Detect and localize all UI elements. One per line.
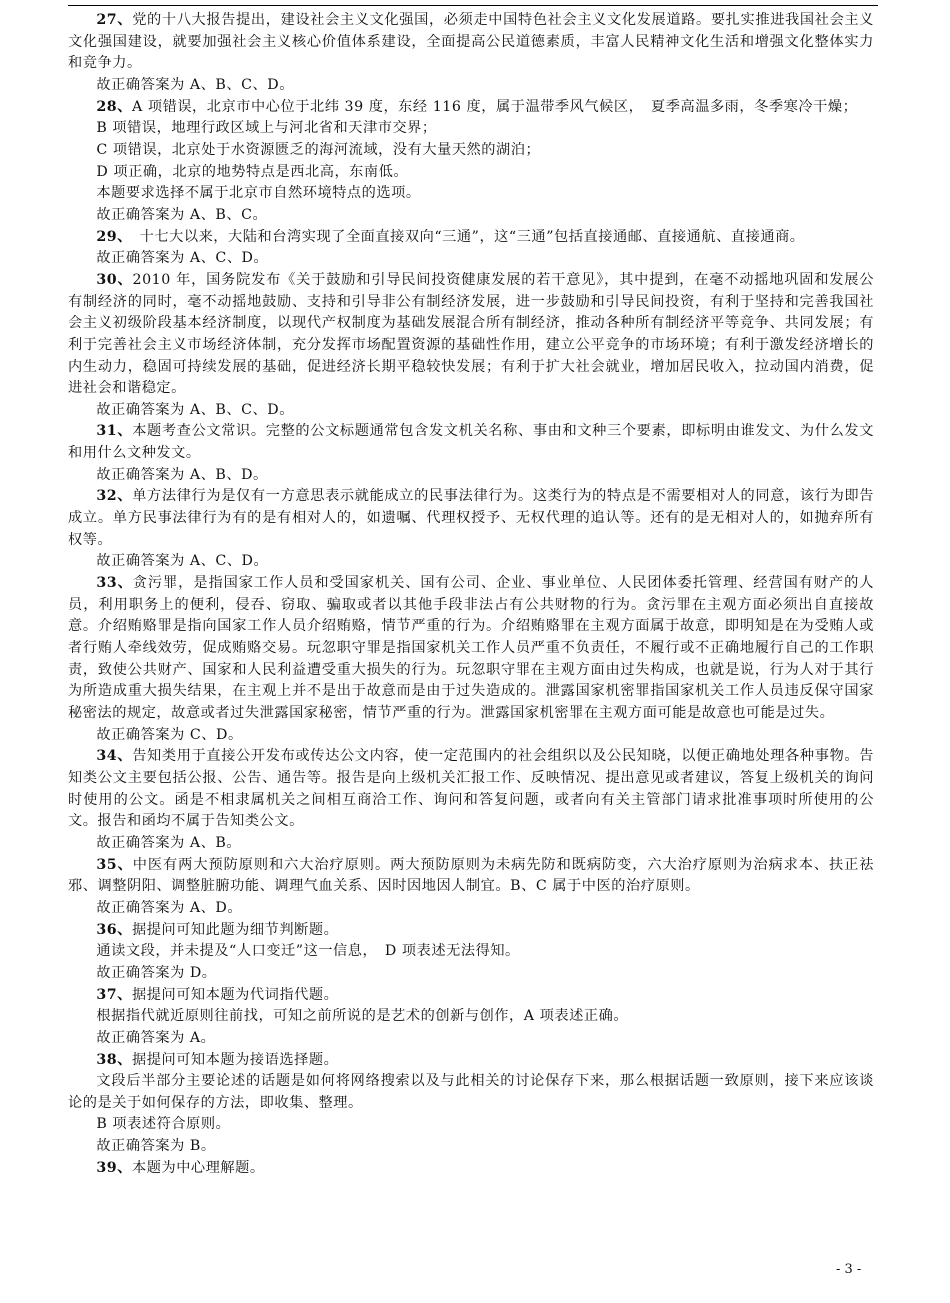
paragraph-text: 据提问可知本题为代词指代题。 (131, 986, 339, 1003)
paragraph-text: 中医有两大预防原则和六大治疗原则。两大预防原则为未病先防和既病防变，六大治疗原则为治病求本、扶正祛邪、调整阴阳、调整脏腑功能、调理气血关系、因时因地因人制宜。B、C 属于中医的治疗原则。 (68, 856, 875, 895)
question-number: 33、 (96, 575, 133, 592)
answer-line: 故正确答案为 B。 (96, 1138, 216, 1155)
paragraph (68, 573, 874, 725)
answer-line: 故正确答案为 A、B、C、D。 (96, 76, 294, 93)
answer-line: 故正确答案为 A、B。 (96, 834, 242, 851)
paragraph-text: 十七大以来，大陆和台湾实现了全面直接双向“三通”，这“三通”包括直接通邮、直接通航、直接通商。 (124, 228, 805, 245)
page-number: - 3 - (836, 1262, 862, 1277)
paragraph-text: 告知类用于直接公开发布或传达公文内容，使一定范围内的社会组织以及公民知晓，以便正确地处理各种事物。告知类公文主要包括公报、公告、通告等。报告是向上级机关汇报工作、反映情况、提出意见或者建议，答复上级机关的询问时使用的公文。函是不相隶属机关之间相互商洽工作、询问和答复问题，或者向有关主管部门请求批准事项时所使用的公文。报告和函均不属于告知类公文。 (68, 748, 874, 830)
paragraph-text: 党的十八大报告提出，建设社会主义文化强国，必须走中国特色社会主义文化发展道路。要扎实推进我国社会主义文化强国建设，就要加强社会主义核心价值体系建设，全面提高公民道德素质，丰富人民精神文化生活和增强文化整体实力和竞争力。 (68, 12, 874, 72)
paragraph (68, 1158, 874, 1180)
paragraph (68, 920, 874, 942)
paragraph-text: A 项错误，北京市中心位于北纬 39 度，东经 116 度，属于温带季风气候区， 夏季高温多雨，冬季寒冷干燥； (131, 98, 858, 115)
answer-line: 故正确答案为 C、D。 (96, 726, 243, 743)
answer-line: 故正确答案为 D。 (96, 964, 217, 981)
paragraph (68, 270, 874, 400)
paragraph-text: 单方法律行为是仅有一方意思表示就能成立的民事法律行为。这类行为的特点是不需要相对人的同意，该行为即告成立。单方民事法律行为有的是有相对人的，如遗嘱、代理权授予、无权代理的追认等。还有的是无相对人的，如抛弃所有权等。 (68, 488, 874, 548)
paragraph (68, 227, 874, 249)
answer-line: 故正确答案为 A、C、D。 (96, 553, 269, 570)
question-number: 36、 (96, 921, 132, 938)
answer-line: 故正确答案为 A。 (96, 1029, 216, 1046)
answer-explanations (68, 10, 874, 1179)
question-number: 31、 (96, 423, 133, 440)
answer-line: 故正确答案为 A、B、C。 (96, 206, 268, 223)
paragraph (68, 486, 874, 551)
paragraph: 本题要求选择不属于北京市自然环境特点的选项。 (96, 185, 421, 202)
paragraph: B 项表述符合原则。 (96, 1116, 231, 1133)
question-number: 35、 (96, 856, 133, 873)
paragraph-text: 据提问可知此题为细节判断题。 (131, 921, 339, 938)
paragraph (68, 985, 874, 1007)
paragraph: D 项正确，北京的地势特点是西北高，东南低。 (96, 163, 409, 180)
header-rule (68, 5, 878, 6)
question-number: 38、 (96, 1051, 132, 1068)
question-number: 29、 (96, 228, 125, 245)
paragraph: 根据指代就近原则往前找，可知之前所说的是艺术的创新与创作，A 项表述正确。 (96, 1008, 629, 1025)
paragraph (68, 855, 874, 898)
answer-line: 故正确答案为 A、C、D。 (96, 250, 269, 267)
paragraph: B 项错误，地理行政区域上与河北省和天津市交界； (96, 120, 437, 137)
paragraph: 文段后半部分主要论述的话题是如何将网络搜索以及与此相关的讨论保存下来，那么根据话题一致原则，接下来应该谈论的是关于如何保存的方法，即收集、整理。 (68, 1073, 874, 1111)
paragraph-text: 2010 年，国务院发布《关于鼓励和引导民间投资健康发展的若干意见》，其中提到，在毫不动摇地巩固和发展公有制经济的同时，毫不动摇地鼓励、支持和引导非公有制经济发展，进一步鼓励和引导民间投资，有利于坚持和完善我国社会主义初级阶段基本经济制度，以现代产权制度为基础发展混合所有制经济，推动各种所有制经济平等竞争、共同发展；有利于完善社会主义市场经济体制，充分发挥市场配置资源的基础性作用，建立公平竞争的市场环境；有利于激发经济增长的内生动力，稳固可持续发展的基础，促进经济长期平稳较快发展；有利于扩大社会就业，增加居民收入，拉动国内消费，促进社会和谐稳定。 (68, 271, 874, 397)
paragraph: C 项错误，北京处于水资源匮乏的海河流域，没有大量天然的湖泊； (96, 141, 541, 158)
answer-line: 故正确答案为 A、B、C、D。 (96, 401, 294, 418)
question-number: 32、 (96, 488, 133, 505)
paragraph-text: 本题为中心理解题。 (131, 1159, 265, 1176)
paragraph-text: 据提问可知本题为接语选择题。 (131, 1051, 339, 1068)
answer-line: 故正确答案为 A、B、D。 (96, 466, 268, 483)
question-number: 28、 (96, 98, 132, 115)
paragraph (68, 1050, 874, 1072)
answer-line: 故正确答案为 A、D。 (96, 899, 243, 916)
paragraph (68, 97, 874, 119)
paragraph-text: 贪污罪，是指国家工作人员和受国家机关、国有公司、企业、事业单位、人民团体委托管理、经营国有财产的人员，利用职务上的便利，侵吞、窃取、骗取或者以其他手段非法占有公共财物的行为。贪污罪在主观方面必须出自直接故意。介绍贿赂罪是指向国家工作人员介绍贿赂，情节严重的行为。介绍贿赂罪在主观方面属于故意，即明知是在为受贿人或者行贿人牵线效劳，促成贿赂交易。玩忽职守罪是指国家机关工作人员严重不负责任，不履行或不正确地履行自己的工作职责，致使公共财产、国家和人民利益遭受重大损失的行为。玩忽职守罪在主观方面由过失构成，也就是说，行为人对于其行为所造成重大损失结果，在主观上并不是出于故意而是由于过失造成的。泄露国家机密罪指国家机关工作人员违反保守国家秘密法的规定，故意或者过失泄露国家秘密，情节严重的行为。泄露国家机密罪在主观方面可能是故意也可能是过失。 (68, 575, 875, 721)
question-number: 37、 (96, 986, 132, 1003)
question-number: 34、 (96, 748, 133, 765)
question-number: 39、 (96, 1159, 132, 1176)
question-number: 30、 (96, 271, 133, 288)
paragraph (68, 746, 874, 833)
paragraph-text: 本题考查公文常识。完整的公文标题通常包含发文机关名称、事由和文种三个要素，即标明由谁发文、为什么发文和用什么文种发文。 (68, 423, 874, 462)
question-number: 27、 (96, 12, 133, 28)
paragraph: 通读文段，并未提及“人口变迁”这一信息， D 项表述无法得知。 (96, 943, 520, 960)
paragraph (68, 421, 874, 464)
paragraph (68, 10, 874, 75)
